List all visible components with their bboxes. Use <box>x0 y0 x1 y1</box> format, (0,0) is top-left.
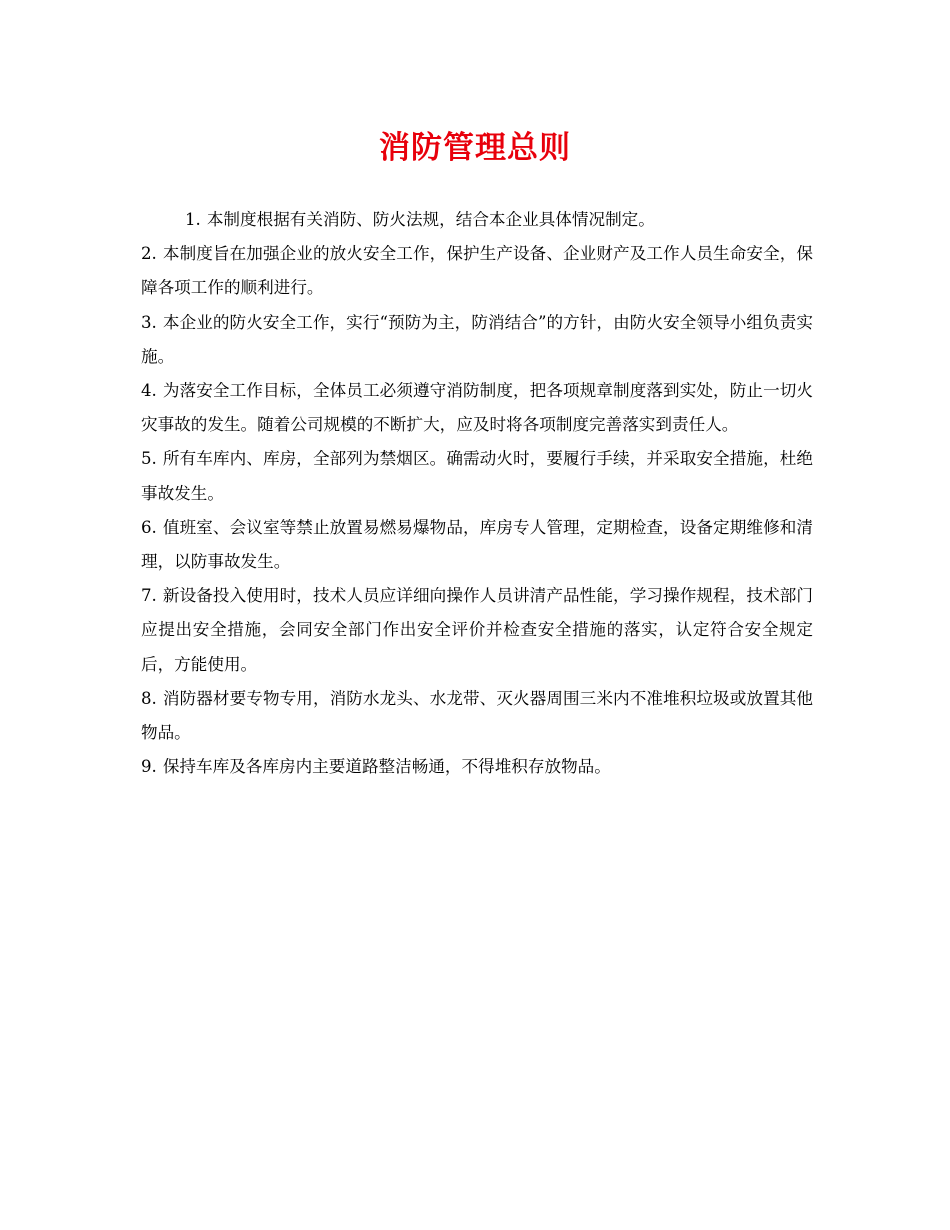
clause-1 <box>141 203 813 237</box>
clause-text: 本制度根据有关消防、防火法规，结合本企业具体情况制定。 <box>206 210 655 229</box>
clause-number: 1. <box>185 210 201 229</box>
clause-number: 5. <box>141 449 157 469</box>
clause-text: 消防器材要专物专用，消防水龙头、水龙带、灭火器周围三米内不准堆积垃圾或放置其他物品。 <box>141 688 813 743</box>
clause-3 <box>141 306 813 374</box>
clause-text: 本制度旨在加强企业的放火安全工作，保护生产设备、企业财产及工作人员生命安全，保障各项工作的顺利进行。 <box>141 244 813 298</box>
clause-9 <box>141 750 813 784</box>
clause-number: 3. <box>141 312 157 332</box>
document-body <box>141 203 813 784</box>
clause-number: 2. <box>141 244 157 264</box>
clause-text: 新设备投入使用时，技术人员应详细向操作人员讲清产品性能，学习操作规程，技术部门应提出安全措施，会同安全部门作出安全评价并检查安全措施的落实，认定符合安全规定后，方能使用。 <box>141 586 813 674</box>
clause-number: 8. <box>141 688 157 708</box>
clause-2 <box>141 237 813 305</box>
clause-text: 值班室、会议室等禁止放置易燃易爆物品，库房专人管理，定期检查，设备定期维修和清理，以防事故发生。 <box>141 517 813 572</box>
clause-text: 所有车库内、库房，全部列为禁烟区。确需动火时，要履行手续，并采取安全措施，杜绝事故发生。 <box>141 449 813 503</box>
clause-6 <box>141 511 813 579</box>
clause-4 <box>141 374 813 442</box>
clause-8 <box>141 682 813 750</box>
document-title: 消防管理总则 <box>379 130 571 166</box>
clause-5 <box>141 442 813 510</box>
clause-number: 7. <box>141 586 157 606</box>
clause-number: 6. <box>141 517 157 537</box>
clause-text: 本企业的防火安全工作，实行“预防为主，防消结合”的方针，由防火安全领导小组负责实施。 <box>141 312 813 366</box>
clause-number: 9. <box>141 757 157 777</box>
clause-number: 4. <box>141 381 157 401</box>
clause-text: 为落安全工作目标，全体员工必须遵守消防制度，把各项规章制度落到实处，防止一切火灾事故的发生。随着公司规模的不断扩大，应及时将各项制度完善落实到责任人。 <box>141 381 813 435</box>
clause-7 <box>141 579 813 682</box>
clause-text: 保持车库及各库房内主要道路整洁畅通，不得堆积存放物品。 <box>162 757 611 777</box>
